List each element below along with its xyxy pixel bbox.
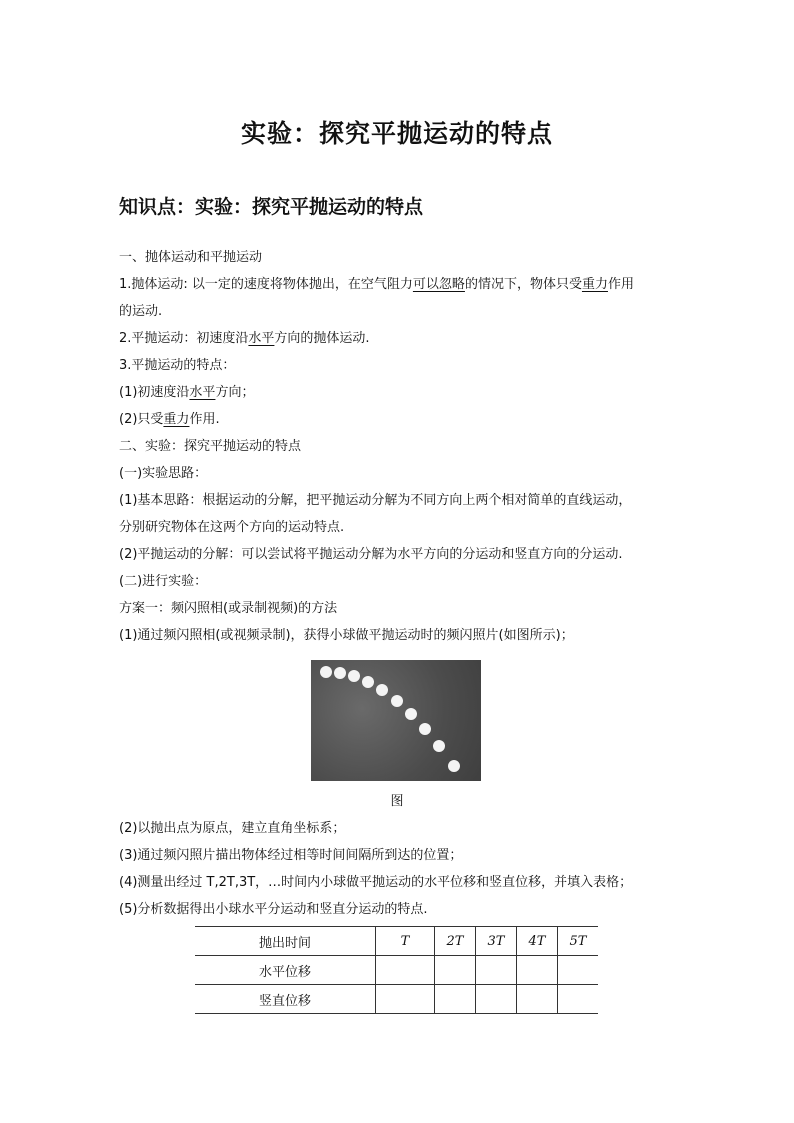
ball <box>433 740 445 752</box>
empty-cell <box>435 985 476 1014</box>
empty-cell <box>376 956 435 985</box>
row-label: 水平位移 <box>195 956 376 985</box>
underlined-text: 重力 <box>581 277 608 292</box>
paragraph-1 <box>119 271 689 298</box>
header-cell: 4T <box>517 927 558 956</box>
underlined-text: 水平 <box>189 385 216 400</box>
section-heading: 知识点：实验：探究平抛运动的特点 <box>119 196 424 218</box>
header-cell: 抛出时间 <box>195 927 376 956</box>
step-5: (5)分析数据得出小球水平分运动和竖直分运动的特点. <box>119 902 428 917</box>
header-cell: T <box>376 927 435 956</box>
header-cell: 5T <box>558 927 599 956</box>
figure-caption: 图 <box>390 794 404 809</box>
table-row <box>195 985 598 1014</box>
paragraph-4 <box>119 379 689 406</box>
empty-cell <box>558 956 599 985</box>
data-table <box>195 926 598 1014</box>
text: 2.平抛运动：初速度沿 <box>119 331 249 346</box>
ball-positions <box>311 660 481 781</box>
paragraph-1-cont: 的运动. <box>119 304 163 319</box>
header-cell: 3T <box>476 927 517 956</box>
underlined-text: 重力 <box>163 412 190 427</box>
text: 1.抛体运动: 以一定的速度将物体抛出，在空气阻力 <box>119 277 413 292</box>
step-3: (3)通过频闪照片描出物体经过相等时间间隔所到达的位置； <box>119 848 463 863</box>
ball <box>362 676 374 688</box>
empty-cell <box>476 985 517 1014</box>
empty-cell <box>476 956 517 985</box>
step-2: (2)以抛出点为原点，建立直角坐标系； <box>119 821 346 836</box>
part2-heading: 二、实验：探究平抛运动的特点 <box>119 439 302 454</box>
idea-1-cont: 分别研究物体在这两个方向的运动特点. <box>119 520 345 535</box>
text: 的情况下，物体只受 <box>464 277 582 292</box>
sub-heading-2: (二)进行实验： <box>119 574 208 589</box>
ball <box>348 670 360 682</box>
text: 方向； <box>215 385 255 400</box>
idea-1: (1)基本思路：根据运动的分解，把平抛运动分解为不同方向上两个相对简单的直线运动， <box>119 493 632 508</box>
text: (1)初速度沿 <box>119 385 190 400</box>
page-title: 实验：探究平抛运动的特点 <box>240 119 553 148</box>
text: 作用 <box>607 277 634 292</box>
empty-cell <box>435 956 476 985</box>
paragraph-3: 3.平抛运动的特点： <box>119 358 236 373</box>
header-cell: 2T <box>435 927 476 956</box>
ball <box>405 708 417 720</box>
ball <box>448 760 460 772</box>
text: 方向的抛体运动. <box>274 331 370 346</box>
text: 作用. <box>189 412 220 427</box>
table-header-row <box>195 927 598 956</box>
part1-heading: 一、抛体运动和平抛运动 <box>119 250 263 265</box>
plan-1: 方案一：频闪照相(或录制视频)的方法 <box>119 601 338 616</box>
sub-heading-1: (一)实验思路： <box>119 466 208 481</box>
text: (2)只受 <box>119 412 164 427</box>
empty-cell <box>517 985 558 1014</box>
table-row <box>195 956 598 985</box>
underlined-text: 水平 <box>248 331 275 346</box>
strobe-photo <box>311 660 481 781</box>
step-4: (4)测量出经过 T,2T,3T，…时间内小球做平抛运动的水平位移和竖直位移，并填入表格； <box>119 875 633 890</box>
empty-cell <box>558 985 599 1014</box>
ball <box>419 723 431 735</box>
strobe-photo-background <box>311 660 481 781</box>
body-part1 <box>119 244 689 649</box>
underlined-text: 可以忽略 <box>412 277 465 292</box>
row-label: 竖直位移 <box>195 985 376 1014</box>
body-steps <box>119 815 689 923</box>
idea-2: (2)平抛运动的分解：可以尝试将平抛运动分解为水平方向的分运动和竖直方向的分运动. <box>119 547 623 562</box>
ball <box>320 666 332 678</box>
paragraph-5 <box>119 406 689 433</box>
empty-cell <box>517 956 558 985</box>
empty-cell <box>376 985 435 1014</box>
ball <box>391 695 403 707</box>
ball <box>334 667 346 679</box>
step-1: (1)通过频闪照相(或视频录制)，获得小球做平抛运动时的频闪照片(如图所示)； <box>119 628 574 643</box>
paragraph-2 <box>119 325 689 352</box>
ball <box>376 684 388 696</box>
